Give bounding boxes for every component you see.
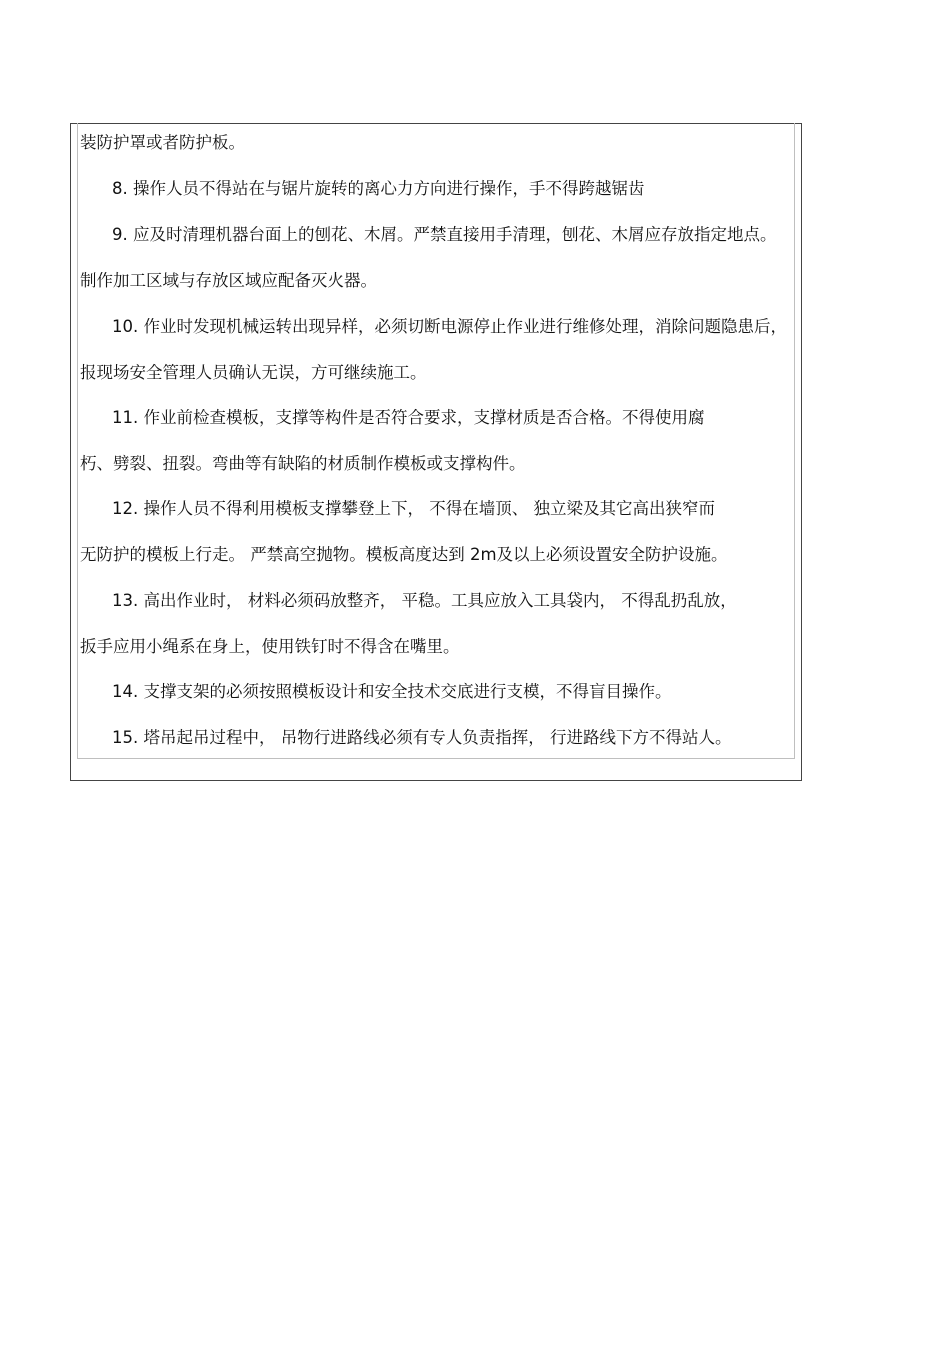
text-line-14: 15. 塔吊起吊过程中， 吊物行进路线必须有专人负责指挥， 行进路线下方不得站人。 bbox=[112, 728, 732, 747]
text-line-6: 报现场安全管理人员确认无误，方可继续施工。 bbox=[80, 363, 427, 382]
text-line-12: 扳手应用小绳系在身上，使用铁钉时不得含在嘴里。 bbox=[80, 637, 460, 656]
text-line-7: 11. 作业前检查模板，支撑等构件是否符合要求，支撑材质是否合格。不得使用腐 bbox=[112, 408, 705, 427]
text-line-2: 8. 操作人员不得站在与锯片旋转的离心力方向进行操作，手不得跨越锯齿 bbox=[112, 179, 645, 198]
inner-cell-border bbox=[77, 123, 795, 759]
text-line-10: 无防护的模板上行走。 严禁高空抛物。模板高度达到 2m及以上必须设置安全防护设施。 bbox=[80, 545, 728, 564]
text-line-3: 9. 应及时清理机器台面上的刨花、木屑。严禁直接用手清理，刨花、木屑应存放指定地点。 bbox=[112, 225, 777, 244]
text-line-9: 12. 操作人员不得利用模板支撑攀登上下， 不得在墙顶、 独立梁及其它高出狭窄而 bbox=[112, 499, 715, 518]
text-line-4: 制作加工区域与存放区域应配备灭火器。 bbox=[80, 271, 377, 290]
text-line-11: 13. 高出作业时， 材料必须码放整齐， 平稳。工具应放入工具袋内， 不得乱扔乱放， bbox=[112, 591, 737, 610]
text-line-1: 装防护罩或者防护板。 bbox=[80, 133, 245, 152]
text-line-5: 10. 作业时发现机械运转出现异样，必须切断电源停止作业进行维修处理，消除问题隐患后， bbox=[112, 317, 787, 336]
text-line-8: 朽、劈裂、扭裂。弯曲等有缺陷的材质制作模板或支撑构件。 bbox=[80, 454, 526, 473]
text-line-13: 14. 支撑支架的必须按照模板设计和安全技术交底进行支模，不得盲目操作。 bbox=[112, 682, 672, 701]
